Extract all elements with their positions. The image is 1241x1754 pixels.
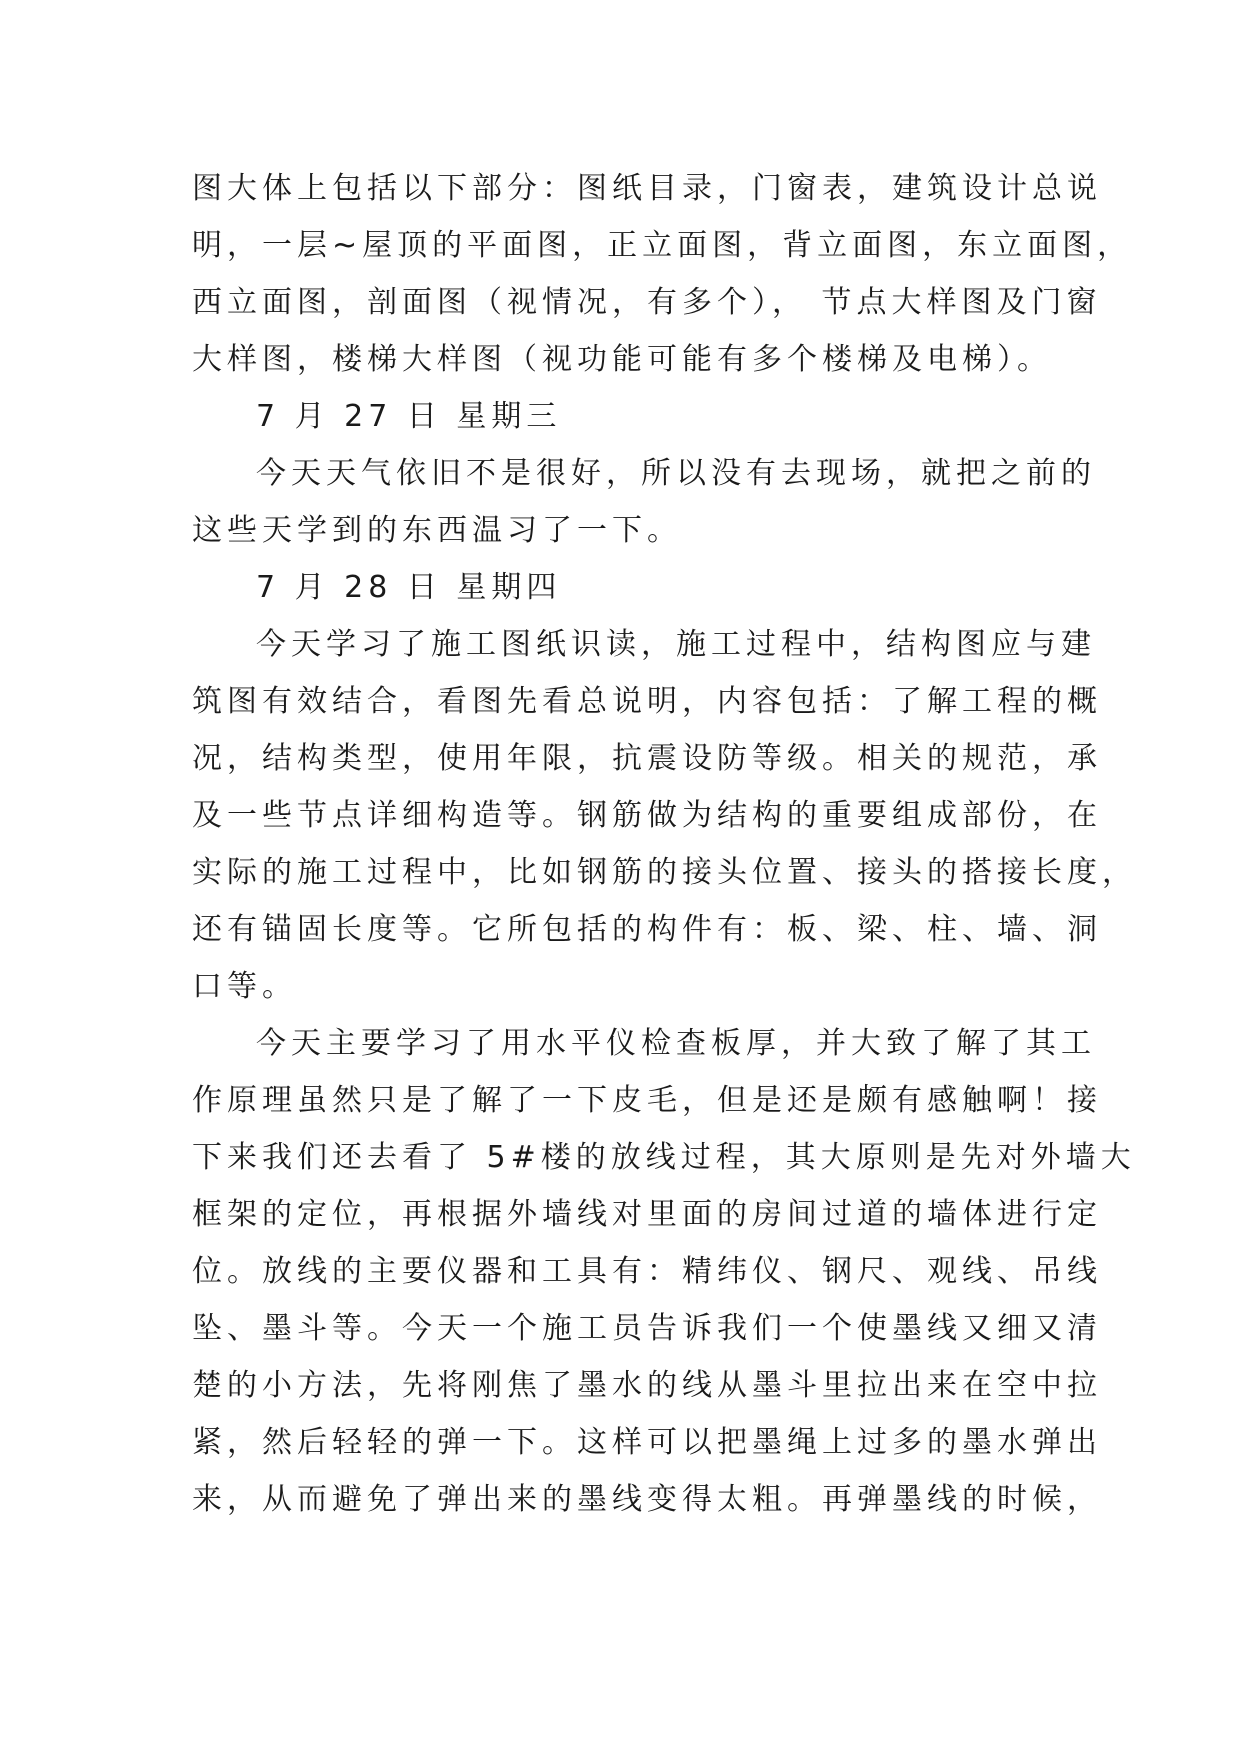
text-line: 今天主要学习了用水平仪检查板厚，并大致了解了其工 xyxy=(256,1026,1096,1061)
text-line: 作原理虽然只是了解了一下皮毛，但是还是颇有感触啊！接 xyxy=(192,1083,1102,1118)
text-line: 框架的定位，再根据外墙线对里面的房间过道的墙体进行定 xyxy=(192,1197,1102,1232)
text-line: 下来我们还去看了 5#楼的放线过程，其大原则是先对外墙大 xyxy=(192,1140,1136,1175)
date-heading: 7 月 27 日 星期三 xyxy=(256,399,562,434)
text-line: 大样图，楼梯大样图（视功能可能有多个楼梯及电梯）。 xyxy=(192,342,1052,377)
text-line: 楚的小方法，先将刚焦了墨水的线从墨斗里拉出来在空中拉 xyxy=(192,1368,1102,1403)
text-line: 及一些节点详细构造等。钢筋做为结构的重要组成部份，在 xyxy=(192,798,1102,833)
text-line: 明，一层~屋顶的平面图，正立面图，背立面图，东立面图， xyxy=(192,228,1133,263)
text-line: 口等。 xyxy=(192,969,297,1004)
text-line: 坠、墨斗等。今天一个施工员告诉我们一个使墨线又细又清 xyxy=(192,1311,1102,1346)
date-heading: 7 月 28 日 星期四 xyxy=(256,570,562,605)
text-line: 况，结构类型，使用年限，抗震设防等级。相关的规范，承 xyxy=(192,741,1102,776)
text-line: 西立面图，剖面图（视情况，有多个）， 节点大样图及门窗 xyxy=(192,285,1102,320)
text-line: 今天学习了施工图纸识读，施工过程中，结构图应与建 xyxy=(256,627,1096,662)
text-line: 还有锚固长度等。它所包括的构件有：板、梁、柱、墙、洞 xyxy=(192,912,1102,947)
text-line: 筑图有效结合，看图先看总说明，内容包括：了解工程的概 xyxy=(192,684,1102,719)
document-body xyxy=(192,160,1137,1528)
text-line: 今天天气依旧不是很好，所以没有去现场，就把之前的 xyxy=(256,456,1096,491)
text-line: 实际的施工过程中，比如钢筋的接头位置、接头的搭接长度， xyxy=(192,855,1137,890)
text-line: 图大体上包括以下部分：图纸目录，门窗表，建筑设计总说 xyxy=(192,171,1102,206)
text-line: 来，从而避免了弹出来的墨线变得太粗。再弹墨线的时候， xyxy=(192,1482,1102,1517)
text-line: 位。放线的主要仪器和工具有：精纬仪、钢尺、观线、吊线 xyxy=(192,1254,1102,1289)
text-line: 紧，然后轻轻的弹一下。这样可以把墨绳上过多的墨水弹出 xyxy=(192,1425,1102,1460)
text-line: 这些天学到的东西温习了一下。 xyxy=(192,513,682,548)
